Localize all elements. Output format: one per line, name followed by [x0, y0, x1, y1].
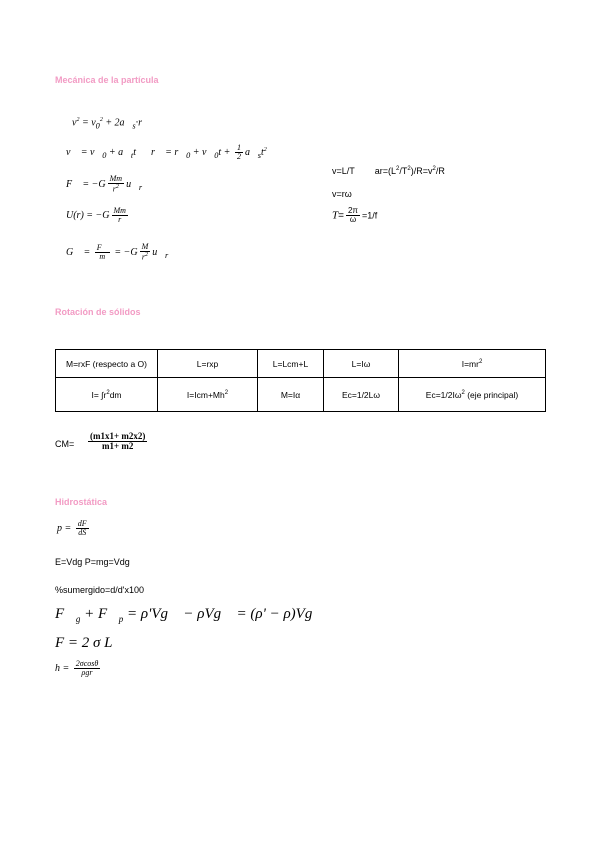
formula-kinematics: v⃗ = $v⃗_0$ + $a⃗_tt$ r⃗ = $r⃗_0$ + $v⃗_0t$ + $\frac{1}{2}$ $a⃗_st^2$: [66, 143, 267, 162]
table-row: [56, 350, 546, 378]
table-cell: M=Iα: [258, 378, 324, 412]
center-of-mass-formula: $\frac{(m1x1+ m2x2)}{m1+ m2}$: [90, 431, 146, 452]
formula-forces-balance: $F⃗_g$ + $F⃗_p$ = ρ'Vg⃗ − ρVg⃗ = (ρ' − ρ)Vg⃗: [55, 606, 324, 624]
table-cell: $I=mr^2$: [399, 350, 546, 378]
formula-velocity-period: v=L/T $ar=(L^2/T^2)/R=v^2/R$: [332, 166, 445, 176]
table-cell: $I= \int r^2dm$: [56, 378, 158, 412]
section-heading-rotacion: Rotación de sólidos: [55, 307, 141, 317]
formula-angular-velocity: v=rω: [332, 189, 352, 199]
formula-surface-tension: F = 2 σ L: [55, 635, 113, 651]
table-cell: $I=Icm+Mh^2$: [158, 378, 258, 412]
table-cell: L=Lcm+L: [258, 350, 324, 378]
formula-pressure: p = $\frac{dF}{dS}$: [57, 519, 87, 538]
formula-gravitational-force: F⃗ = −G $\frac{Mm}{r^2}$ $u⃗_r$: [66, 174, 143, 195]
formula-velocity-squared: $v^2 = v_0^2$ + $2a⃗_s\cdot r⃗$: [72, 117, 150, 131]
formula-gravitational-field: G⃗ = $\frac{F⃗}{m}$ = −G $\frac{M}{r^2}$ $u⃗_r$: [66, 242, 169, 263]
section-heading-hidrostatica: Hidrostática: [55, 497, 108, 507]
center-of-mass-label: CM=: [55, 439, 75, 449]
formula-buoyancy: E=Vdg P=mg=Vdg: [55, 557, 130, 567]
table-cell: L=Iω: [324, 350, 399, 378]
table-cell: Ec=1/2Lω: [324, 378, 399, 412]
table-cell: $Ec=1/2I\omega^2$ (eje principal): [399, 378, 546, 412]
formula-submerged-percent: %sumergido=d/d'x100: [55, 585, 145, 595]
formula-potential-energy: U(r) = −G $\frac{Mm}{r}$: [66, 206, 126, 225]
formula-capillary-height: h = $\frac{2\sigma\cos\theta}{\text{ρgr}}$: [55, 659, 99, 678]
table-row: [56, 378, 546, 412]
table-cell: L=rxp: [158, 350, 258, 378]
table-cell: M=rxF (respecto a O): [56, 350, 158, 378]
formula-period: T= $\frac{2\pi}{\omega}$ =1/f: [332, 206, 378, 225]
rotation-formulas-table: [55, 349, 546, 412]
section-heading-mecanica: Mecánica de la partícula: [55, 75, 159, 85]
